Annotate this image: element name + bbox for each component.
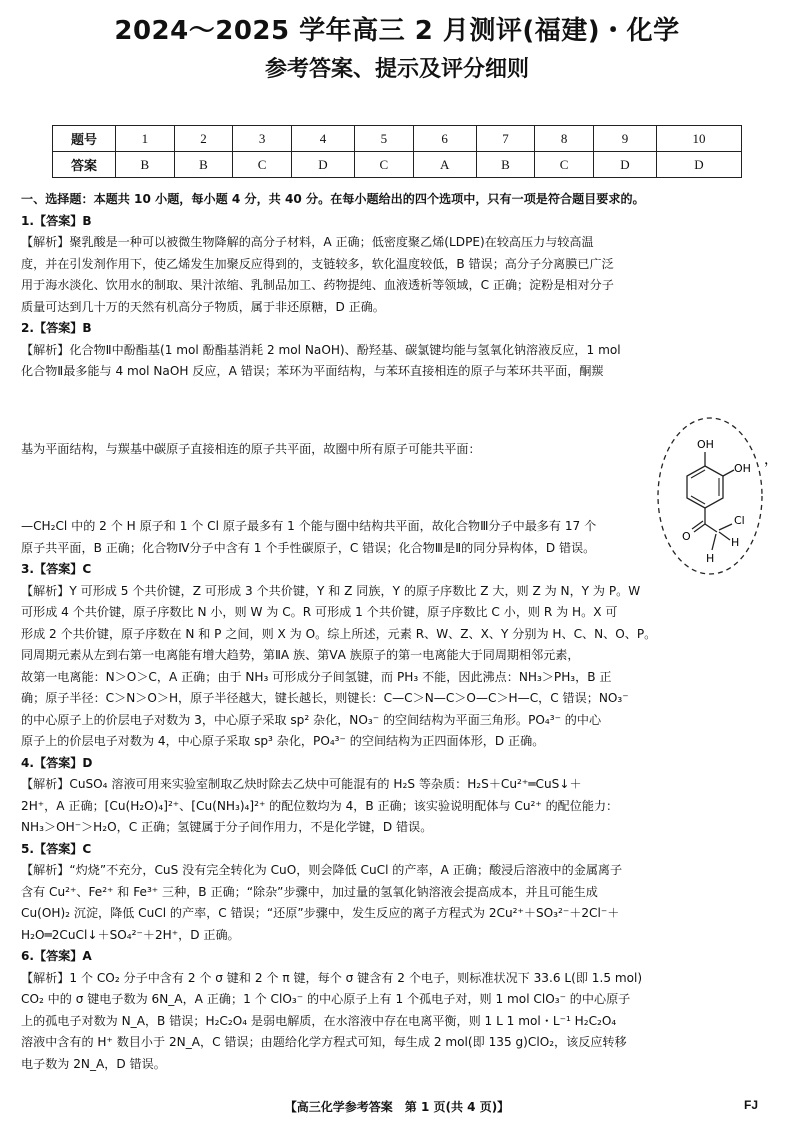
table-cell: 6 [413, 126, 476, 152]
table-cell: C [354, 152, 413, 178]
double-bond-line [691, 470, 705, 478]
oh-label: OH [734, 462, 751, 475]
table-header-cell: 答案 [53, 152, 116, 178]
analysis-line: 用于海水淡化、饮用水的制取、果汁浓缩、乳制品加工、药物提纯、血液透析等领域，C 正确；淀粉是相对分子 [21, 278, 614, 292]
oh-label: OH [697, 438, 714, 451]
analysis-line: 【解析】Y 可形成 5 个共价键，Z 可形成 3 个共价键，Y 和 Z 同族，Y 的原子序数比 Z 大，则 Z 为 N，Y 为 P。W [21, 583, 641, 598]
answer-body [21, 189, 773, 1075]
table-cell: 3 [233, 126, 292, 152]
table-cell: 5 [354, 126, 413, 152]
table-cell: D [291, 152, 354, 178]
answer-line: 3.【答案】C [21, 562, 92, 576]
analysis-line: —CH₂Cl 中的 2 个 H 原子和 1 个 Cl 原子最多有 1 个能与圈中结构共平面，故化合物Ⅲ分子中最多有 17 个 [21, 519, 597, 533]
answer-line: 4.【答案】D [21, 755, 93, 770]
analysis-line: 化合物Ⅱ最多能与 4 mol NaOH 反应，A 错误；苯环为平面结构，与苯环直接相连的原子与苯环共平面，酮羰 [21, 364, 604, 378]
table-cell: D [593, 152, 656, 178]
table-cell: 10 [656, 126, 741, 152]
page-title: 2024～2025 学年高三 2 月测评(福建)・化学 [114, 16, 680, 46]
analysis-line: 同周期元素从左到右第一电离能有增大趋势，第ⅡA 族、第ⅤA 族原子的第一电离能大于同周期相邻元素， [21, 648, 580, 662]
table-cell: 7 [476, 126, 535, 152]
analysis-line: 2H⁺，A 正确；[Cu(H₂O)₄]²⁺、[Cu(NH₃)₄]²⁺ 的配位数均为 4，B 正确；该实验说明配体与 Cu²⁺ 的配位能力： [21, 798, 619, 813]
answer-line: 1.【答案】B [21, 213, 92, 228]
answer-table [52, 125, 742, 178]
chlorine-label: Cl [734, 514, 745, 527]
table-cell: 8 [535, 126, 594, 152]
table-cell: B [116, 152, 175, 178]
bond-line [712, 534, 716, 550]
molecule-structure-diagram [650, 418, 778, 594]
bond-line [692, 521, 703, 529]
region-code: FJ [744, 1098, 759, 1112]
page-footer: 【高三化学参考答案 第 1 页(共 4 页)】 [284, 1100, 510, 1114]
hydrogen-label: H [731, 536, 740, 549]
analysis-line: 【解析】CuSO₄ 溶液可用来实验室制取乙炔时除去乙炔中可能混有的 H₂S 等杂质：H₂S＋Cu²⁺═CuS↓＋ [21, 777, 582, 791]
table-cell: C [535, 152, 594, 178]
section-heading: 一、选择题：本题共 10 小题，每小题 4 分，共 40 分。在每小题给出的四个选项中，只有一项是符合题目要求的。 [21, 192, 645, 206]
analysis-line: 度，并在引发剂作用下，使乙烯发生加聚反应得到的，支链较多，软化温度较低，B 错误；高分子分离膜已广泛 [21, 256, 614, 271]
table-cell: C [233, 152, 292, 178]
page-subtitle: 参考答案、提示及评分细则 [264, 57, 529, 82]
table-cell: 2 [174, 126, 233, 152]
analysis-line: 确；原子半径：C＞N＞O＞H，原子半径越大，键长越长，则键长：C—C＞N—C＞O—C＞H—C，C 错误；NO₃⁻ [21, 691, 629, 705]
bond-line [719, 524, 732, 530]
analysis-line: 含有 Cu²⁺、Fe²⁺ 和 Fe³⁺ 三种，B 正确；“除杂”步骤中，加过量的氢氧化钠溶液会提高成本，并且可能生成 [21, 884, 598, 899]
table-row [53, 126, 742, 152]
analysis-line: 的中心原子上的价层电子对数为 3，中心原子采取 sp² 杂化，NO₃⁻ 的空间结构为平面三角形。PO₄³⁻ 的中心 [21, 712, 602, 727]
analysis-line: 原子共平面，B 正确；化合物Ⅳ分子中含有 1 个手性碳原子，C 错误；化合物Ⅲ是Ⅱ的同分异构体，D 错误。 [21, 540, 596, 555]
bond-line [719, 532, 730, 540]
bond-line [705, 524, 717, 532]
table-row [53, 152, 742, 178]
analysis-line: 【解析】“灼烧”不充分，CuS 没有完全转化为 CuO，则会降低 CuCl 的产率，A 正确；酸浸后溶液中的金属离子 [21, 863, 623, 877]
answer-line: 5.【答案】C [21, 841, 92, 856]
analysis-line: 可形成 4 个共价键，原子序数比 N 小，则 W 为 C。R 可形成 1 个共价键，原子序数比 C 小，则 R 为 H。X 可 [21, 605, 618, 619]
table-cell: B [174, 152, 233, 178]
analysis-line: 【解析】1 个 CO₂ 分子中含有 2 个 σ 键和 2 个 π 键，每个 σ 键含有 2 个电子，则标准状况下 33.6 L(即 1.5 mol) [21, 970, 643, 985]
double-bond-line [691, 496, 705, 504]
table-cell: 4 [291, 126, 354, 152]
analysis-line: Cu(OH)₂ 沉淀，降低 CuCl 的产率，C 错误；“还原”步骤中，发生反应的离子方程式为 2Cu²⁺＋SO₃²⁻＋2Cl⁻＋ [21, 906, 620, 920]
bond-line [723, 470, 734, 476]
table-header-cell: 题号 [53, 126, 116, 152]
table-cell: A [413, 152, 476, 178]
analysis-line: NH₃＞OH⁻＞H₂O，C 正确；氢键属于分子间作用力，不是化学键，D 错误。 [21, 820, 433, 834]
analysis-line: 故第一电离能：N＞O＞C，A 正确；由于 NH₃ 可形成分子间氢键，而 PH₃ 不能，因此沸点：NH₃＞PH₃，B 正 [21, 669, 612, 684]
answer-line: 6.【答案】A [21, 949, 92, 963]
analysis-line: 原子上的价层电子对数为 4，中心原子采取 sp³ 杂化，PO₄³⁻ 的空间结构为正四面体形，D 正确。 [21, 734, 545, 748]
benzene-ring [687, 466, 723, 508]
oxygen-label: O [682, 530, 691, 543]
analysis-line: 溶液中含有的 H⁺ 数目小于 2N_A，C 错误；由题给化学方程式可知，每生成 2 mol(即 135 g)ClO₂，该反应转移 [21, 1035, 627, 1049]
analysis-line: 上的孤电子对数为 N_A，B 错误；H₂C₂O₄ 是弱电解质，在水溶液中存在电离平衡，则 1 L 1 mol・L⁻¹ H₂C₂O₄ [21, 1013, 617, 1028]
analysis-line: 基为平面结构，与羰基中碳原子直接相连的原子共平面，故圈中所有原子可能共平面： [21, 441, 481, 456]
analysis-line: 形成 2 个共价键，原子序数在 N 和 P 之间，则 X 为 O。综上所述，元素 R、W、Z、X、Y 分别为 H、C、N、O、P。 [21, 626, 657, 641]
comma-mark: ， [764, 452, 778, 468]
answer-line: 2.【答案】B [21, 321, 92, 335]
analysis-line: CO₂ 中的 σ 键电子数为 6N_A，A 正确；1 个 ClO₃⁻ 的中心原子上有 1 个孤电子对，则 1 mol ClO₃⁻ 的中心原子 [21, 992, 631, 1006]
analysis-line: 质量可达到几十万的天然有机高分子物质，属于非还原糖，D 正确。 [21, 299, 385, 314]
analysis-line: H₂O═2CuCl↓＋SO₄²⁻＋2H⁺，D 正确。 [21, 927, 240, 942]
analysis-line: 【解析】化合物Ⅱ中酚酯基(1 mol 酚酯基消耗 2 mol NaOH)、酚羟基、碳氯键均能与氢氧化钠溶液反应，1 mol [21, 342, 621, 357]
table-cell: 1 [116, 126, 175, 152]
analysis-line: 电子数为 2N_A，D 错误。 [21, 1056, 166, 1071]
table-cell: D [656, 152, 741, 178]
table-cell: B [476, 152, 535, 178]
table-cell: 9 [593, 126, 656, 152]
hydrogen-label: H [706, 552, 715, 565]
bond-line [694, 524, 705, 532]
analysis-line: 【解析】聚乳酸是一种可以被微生物降解的高分子材料，A 正确；低密度聚乙烯(LDPE)在较高压力与较高温 [21, 235, 594, 249]
